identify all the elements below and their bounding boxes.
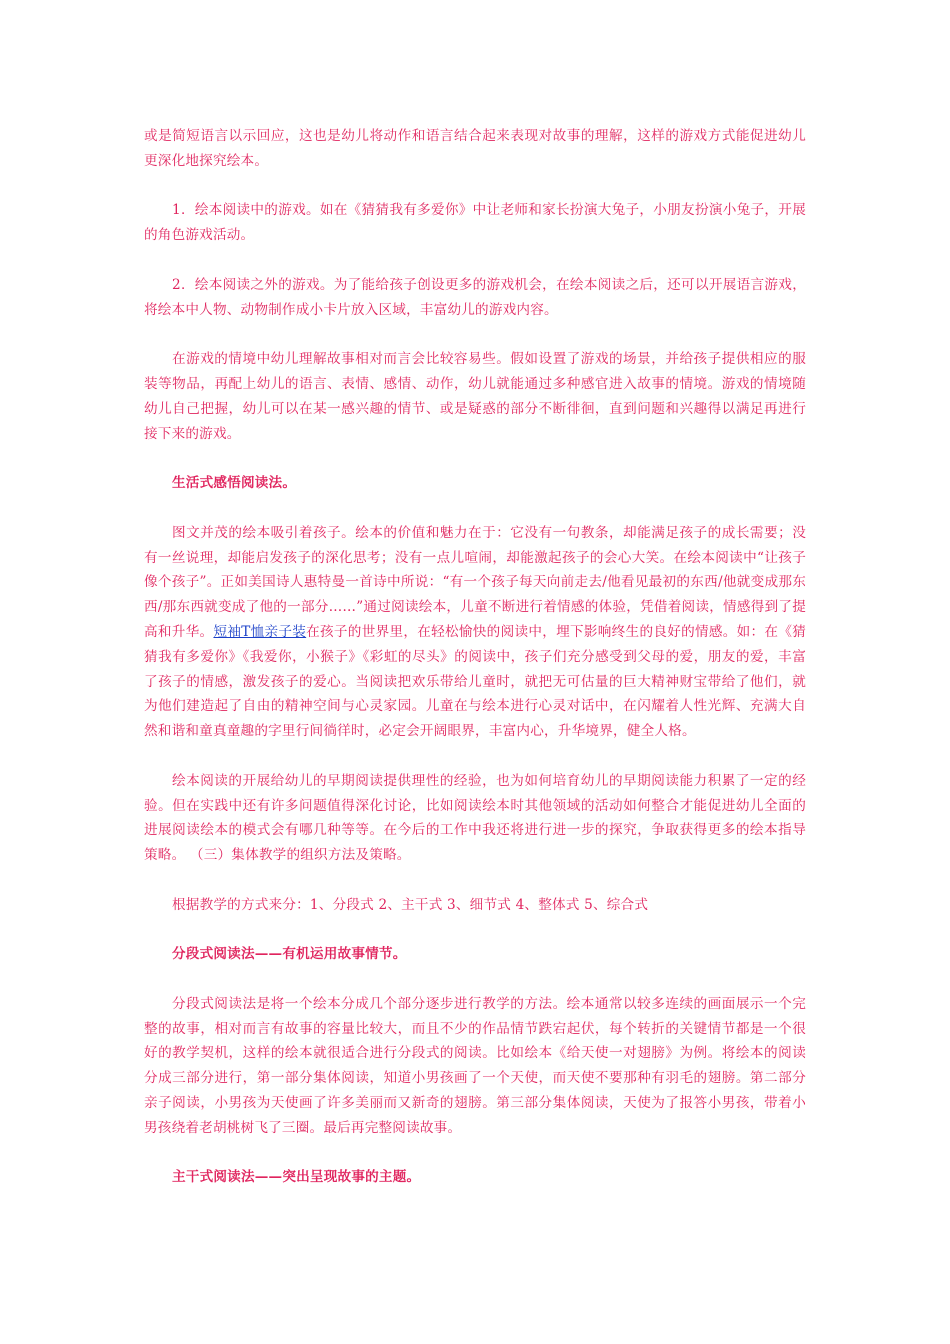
- paragraph-text-part-2: 在孩子的世界里，在轻松愉快的阅读中，埋下影响终生的良好的情感。如：在《猜猜我有多爱你》《我爱你，小猴子》《彩虹的尽头》的阅读中，孩子们充分感受到父母的爱，朋友的爱，丰富了孩子的情感，激发孩子的爱心。当阅读把欢乐带给儿童时，就把无可估量的巨大精神财宝带给了他们，就为他们建造起了自由的精神空间与心灵家园。儿童在与绘本进行心灵对话中，在闪耀着人性光辉、充满大自然和谐和童真童趣的字里行间徜徉时，必定会开阔眼界，丰富内心，升华境界，健全人格。: [144, 623, 807, 740]
- paragraph-game-outside-reading: 2．绘本阅读之外的游戏。为了能给孩子创设更多的游戏机会，在绘本阅读之后，还可以开展语言游戏，将绘本中人物、动物制作成小卡片放入区域，丰富幼儿的游戏内容。: [144, 276, 806, 318]
- paragraph-game-in-reading: 1．绘本阅读中的游戏。如在《猜猜我有多爱你》中让老师和家长扮演大兔子，小朋友扮演小兔子，开展的角色游戏活动。: [144, 202, 806, 244]
- paragraph-game-context: 在游戏的情境中幼儿理解故事相对而言会比较容易些。假如设置了游戏的场景，并给孩子提供相应的服装等物品，再配上幼儿的语言、表情、感情、动作，幼儿就能通过多种感官进入故事的情境。游戏的情境随幼儿自己把握，幼儿可以在某一感兴趣的情节、或是疑惑的部分不断徘徊，直到问题和兴趣得以满足再进行接下来的游戏。: [144, 351, 806, 442]
- inline-link[interactable]: 短袖T恤亲子装: [213, 623, 307, 640]
- heading-life-reading: 生活式感悟阅读法。: [172, 475, 297, 492]
- paragraph-picture-book-value: [144, 521, 806, 744]
- document-body: [144, 124, 806, 1215]
- heading-trunk-reading: 主干式阅读法——突出呈现故事的主题。: [172, 1169, 421, 1186]
- paragraph-reading-experience: 绘本阅读的开展给幼儿的早期阅读提供理性的经验，也为如何培育幼儿的早期阅读能力积累了一定的经验。但在实践中还有许多问题值得深化讨论，比如阅读绘本时其他领域的活动如何整合才能促进幼儿全面的进展阅读绘本的模式会有哪几种等等。在今后的工作中我还将进行进一步的探究，争取获得更多的绘本指导策略。 （三）集体教学的组织方法及策略。: [144, 772, 806, 864]
- heading-segmented-reading: 分段式阅读法——有机运用故事情节。: [172, 946, 407, 963]
- paragraph-segmented-reading: 分段式阅读法是将一个绘本分成几个部分逐步进行教学的方法。绘本通常以较多连续的画面展示一个完整的故事，相对而言有故事的容量比较大，而且不少的作品情节跌宕起伏，每个转折的关键情节都是一个很好的教学契机，这样的绘本就很适合进行分段式的阅读。比如绘本《给天使一对翅膀》为例。将绘本的阅读分成三部分进行，第一部分集体阅读，知道小男孩画了一个天使，而天使不要那种有羽毛的翅膀。第二部分亲子阅读，小男孩为天使画了许多美丽而又新奇的翅膀。第三部分集体阅读，天使为了报答小男孩，带着小男孩绕着老胡桃树飞了三圈。最后再完整阅读故事。: [144, 995, 806, 1136]
- paragraph-teaching-methods: 根据教学的方式来分：1、分段式 2、主干式 3、细节式 4、整体式 5、综合式: [172, 896, 649, 913]
- paragraph-text-part-1: 图文并茂的绘本吸引着孩子。绘本的价值和魅力在于：它没有一句教条，却能满足孩子的成长需要；没有一丝说理，却能启发孩子的深化思考；没有一点儿喧闹，却能激起孩子的会心大笑。在绘本阅读中“让孩子像个孩子”。正如美国诗人惠特曼一首诗中所说：“有一个孩子每天向前走去/他看见最初的东西/他就变成那东西/那东西就变成了他的一部分……”通过阅读绘本，儿童不断进行着情感的体验，凭借着阅读，情感得到了提高和升华。: [144, 524, 806, 640]
- paragraph-continuation: 或是简短语言以示回应，这也是幼儿将动作和语言结合起来表现对故事的理解，这样的游戏方式能促进幼儿更深化地探究绘本。: [144, 128, 806, 169]
